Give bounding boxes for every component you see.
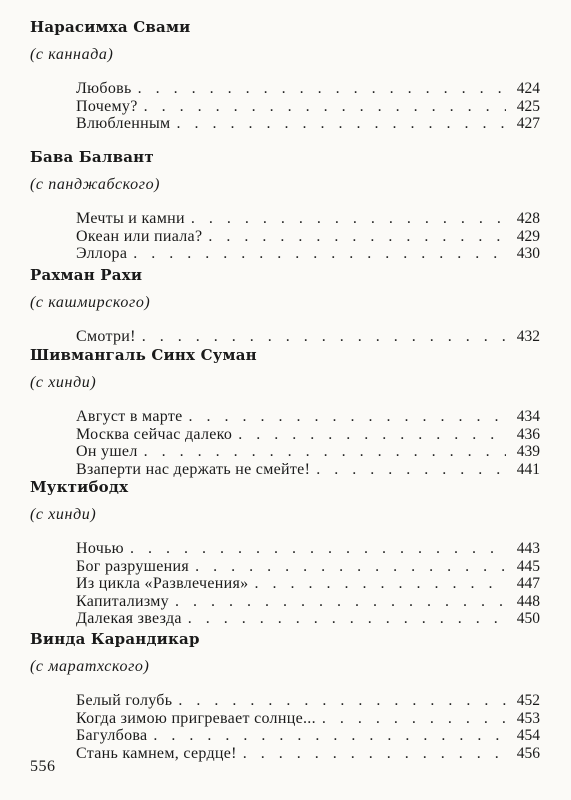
entry-title: Эллора: [76, 245, 128, 262]
entry-title: Любовь: [76, 80, 132, 97]
entry-page: 445: [516, 557, 540, 575]
dot-leader: [175, 593, 506, 611]
source-language: (с кашмирского): [30, 294, 151, 311]
dot-leader: [133, 245, 506, 263]
entry-page: 443: [516, 540, 540, 557]
entry-page: 436: [516, 425, 540, 443]
toc-entry[interactable]: [76, 115, 540, 133]
toc-section: [30, 16, 540, 133]
dot-leader: [189, 408, 506, 426]
toc-entry[interactable]: [76, 593, 540, 611]
entry-page: 456: [516, 744, 540, 762]
toc-entry[interactable]: [76, 210, 540, 228]
entry-list: [76, 540, 540, 628]
toc-section: [30, 476, 540, 628]
dot-leader: [208, 228, 506, 246]
toc-entry[interactable]: [76, 80, 540, 98]
toc-entry[interactable]: [76, 443, 540, 461]
toc-entry[interactable]: [76, 540, 540, 558]
entry-page: 428: [516, 210, 540, 227]
entry-page: 432: [516, 328, 540, 345]
entry-page: 425: [516, 97, 540, 115]
author-name: Бава Балвант: [30, 148, 154, 166]
toc-entry[interactable]: [76, 228, 540, 246]
entry-title: Он ушел: [76, 443, 138, 460]
entry-title: Взаперти нас держать не смейте!: [76, 460, 311, 478]
entry-title: Из цикла «Развлечения»: [76, 575, 249, 592]
entry-list: [76, 692, 540, 762]
dot-leader: [322, 710, 506, 728]
entry-title: Океан или пиала?: [76, 227, 203, 245]
dot-leader: [254, 575, 506, 593]
toc-section: [30, 146, 540, 263]
entry-page: 427: [516, 115, 540, 132]
dot-leader: [142, 328, 506, 346]
entry-title: Москва сейчас далеко: [76, 425, 233, 443]
toc-entry[interactable]: [76, 727, 540, 745]
entry-page: 429: [516, 227, 540, 245]
entry-title: Август в марте: [76, 408, 183, 425]
dot-leader: [130, 540, 506, 558]
entry-page: 447: [516, 575, 540, 592]
entry-page: 430: [516, 245, 540, 262]
entry-title: Бог разрушения: [76, 557, 190, 575]
dot-leader: [238, 426, 506, 444]
entry-page: 441: [516, 460, 540, 478]
entry-page: 439: [516, 443, 540, 460]
dot-leader: [144, 98, 506, 116]
author-name: Муктибодх: [30, 478, 129, 496]
entry-title: Мечты и камни: [76, 210, 185, 227]
entry-list: [76, 328, 540, 346]
entry-page: 452: [516, 692, 540, 709]
entry-list: [76, 80, 540, 133]
entry-title: Белый голубь: [76, 692, 173, 709]
toc-entry[interactable]: [76, 408, 540, 426]
entry-list: [76, 210, 540, 263]
entry-title: Капитализму: [76, 592, 169, 610]
entry-title: Багулбова: [76, 727, 148, 744]
page-number: 556: [30, 758, 56, 775]
entry-title: Почему?: [76, 97, 138, 115]
toc-entry[interactable]: [76, 245, 540, 263]
toc-entry[interactable]: [76, 328, 540, 346]
toc-entry[interactable]: [76, 610, 540, 628]
dot-leader: [195, 558, 506, 576]
entry-page: 454: [516, 727, 540, 744]
toc-entry[interactable]: [76, 745, 540, 763]
author-name: Нарасимха Свами: [30, 18, 191, 36]
author-name: Рахман Рахи: [30, 266, 143, 284]
author-name: Винда Карандикар: [30, 630, 200, 648]
source-language: (с панджабского): [30, 176, 161, 193]
toc-entry[interactable]: [76, 710, 540, 728]
dot-leader: [178, 692, 506, 710]
dot-leader: [191, 210, 506, 228]
toc-section: [30, 628, 540, 762]
toc-entry[interactable]: [76, 426, 540, 444]
entry-page: 434: [516, 408, 540, 425]
entry-title: Стань камнем, сердце!: [76, 744, 237, 762]
toc-section: [30, 344, 540, 478]
toc-entry[interactable]: [76, 98, 540, 116]
toc-entry[interactable]: [76, 575, 540, 593]
dot-leader: [138, 80, 506, 98]
toc-entry[interactable]: [76, 558, 540, 576]
dot-leader: [188, 610, 506, 628]
entry-title: Когда зимою пригревает солнце...: [76, 709, 316, 727]
dot-leader: [153, 727, 506, 745]
entry-page: 453: [516, 709, 540, 727]
entry-title: Ночью: [76, 540, 124, 557]
dot-leader: [144, 443, 506, 461]
entry-title: Смотри!: [76, 328, 136, 345]
source-language: (с маратхского): [30, 658, 150, 675]
author-name: Шивмангаль Синх Суман: [30, 346, 257, 364]
source-language: (с каннада): [30, 46, 114, 63]
entry-page: 450: [516, 610, 540, 627]
source-language: (с хинди): [30, 374, 97, 391]
source-language: (с хинди): [30, 506, 97, 523]
entry-page: 448: [516, 592, 540, 610]
toc-entry[interactable]: [76, 692, 540, 710]
entry-title: Далекая звезда: [76, 610, 182, 627]
toc-section: [30, 264, 540, 346]
dot-leader: [176, 115, 506, 133]
entry-title: Влюбленным: [76, 115, 171, 132]
entry-page: 424: [516, 80, 540, 97]
entry-list: [76, 408, 540, 478]
dot-leader: [243, 745, 506, 763]
